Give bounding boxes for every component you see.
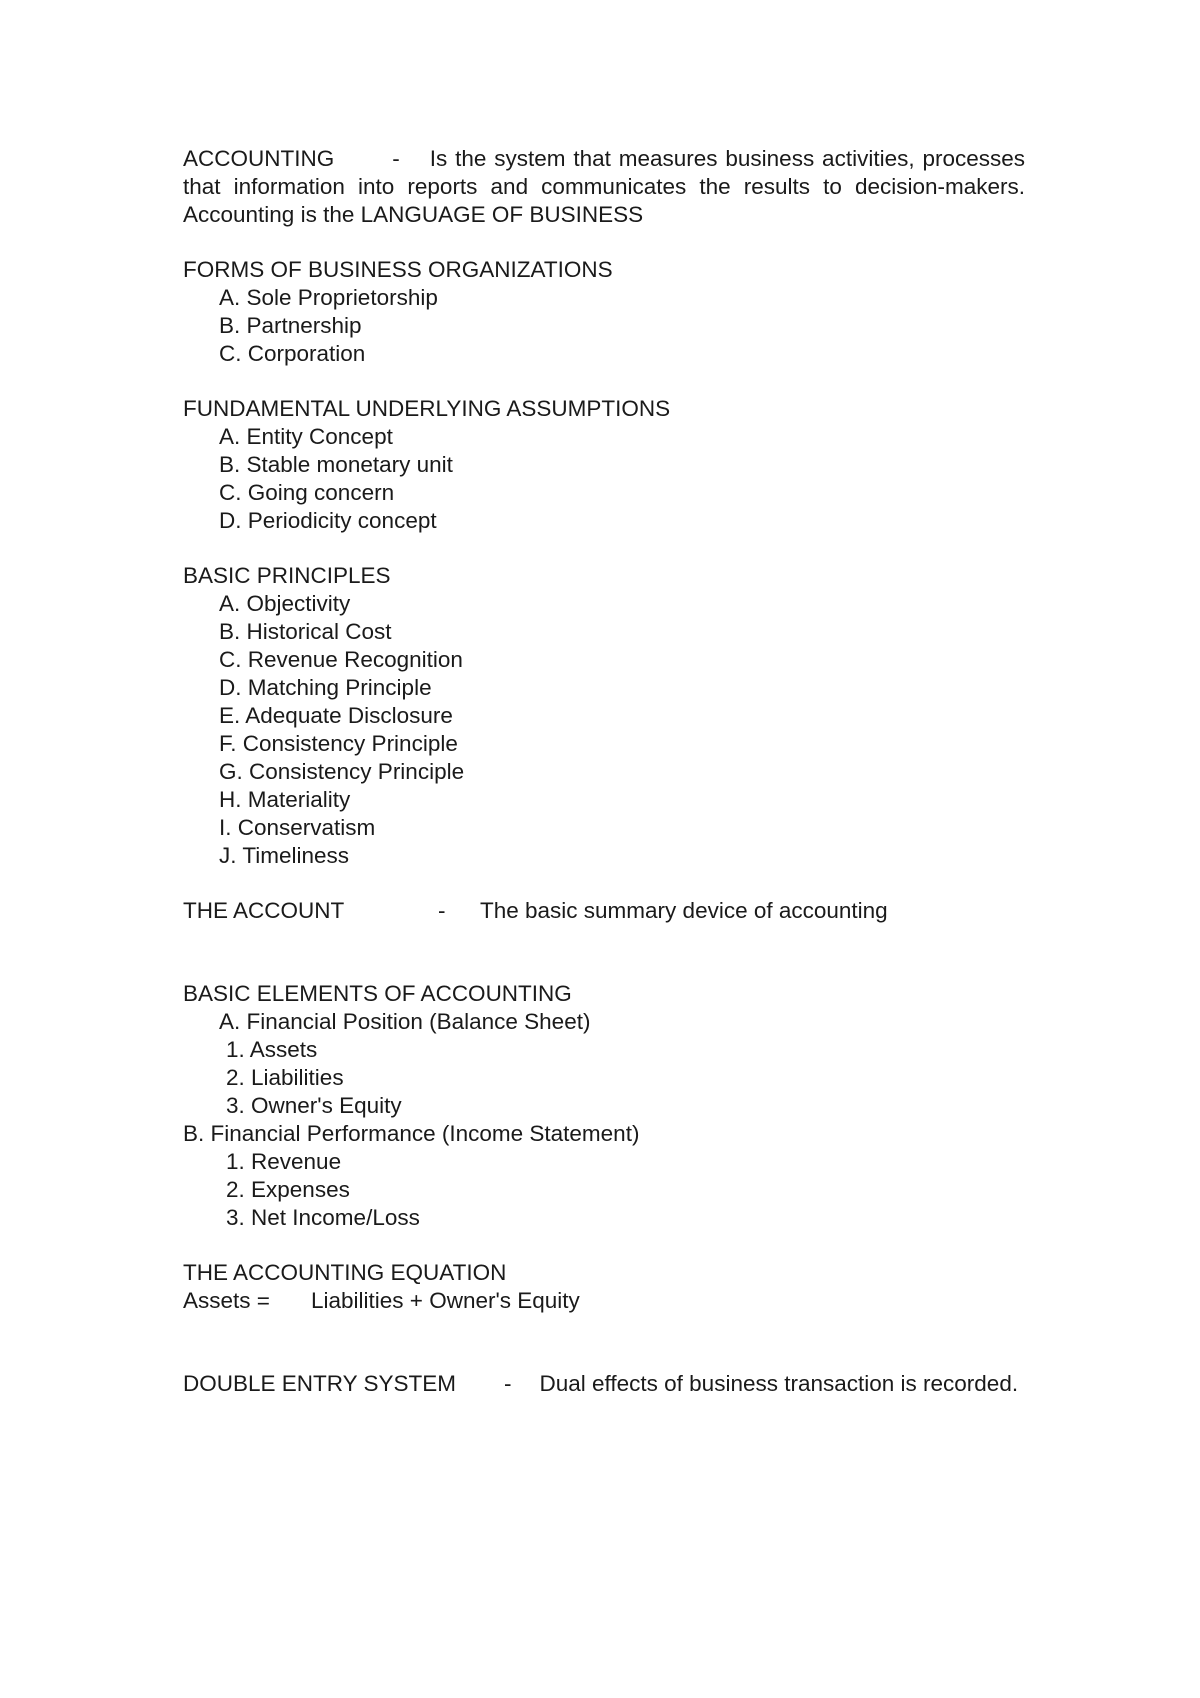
elements-group-a-item: 1. Assets — [226, 1037, 318, 1062]
assumptions-item: C. Going concern — [219, 480, 395, 505]
equation-rhs: Liabilities + Owner's Equity — [311, 1288, 580, 1313]
assumptions-heading: FUNDAMENTAL UNDERLYING ASSUMPTIONS — [183, 396, 671, 421]
accounting-definition — [183, 145, 1025, 229]
principles-item: A. Objectivity — [219, 591, 351, 616]
accounting-dash: - — [392, 146, 400, 171]
principles-item: G. Consistency Principle — [219, 759, 465, 784]
principles-item: C. Revenue Recognition — [219, 647, 463, 672]
elements-heading: BASIC ELEMENTS OF ACCOUNTING — [183, 981, 572, 1006]
accounting-term: ACCOUNTING — [183, 146, 335, 171]
elements-group-b-item: 3. Net Income/Loss — [226, 1205, 420, 1230]
double-entry-definition-text: Dual effects of business transaction is recorded. — [539, 1371, 1019, 1396]
double-entry-term: DOUBLE ENTRY SYSTEM — [183, 1371, 456, 1396]
elements-group-a-item: 2. Liabilities — [226, 1065, 344, 1090]
forms-heading: FORMS OF BUSINESS ORGANIZATIONS — [183, 257, 613, 282]
assumptions-item: A. Entity Concept — [219, 424, 393, 449]
double-entry-definition — [183, 1370, 1025, 1398]
account-definition-text: The basic summary device of accounting — [480, 898, 888, 923]
account-definition — [183, 897, 1025, 925]
assumptions-item: B. Stable monetary unit — [219, 452, 453, 477]
elements-group-a-title: A. Financial Position (Balance Sheet) — [219, 1009, 591, 1034]
account-dash: - — [438, 898, 446, 923]
principles-heading: BASIC PRINCIPLES — [183, 563, 391, 588]
forms-item: B. Partnership — [219, 313, 362, 338]
equation-lhs: Assets = — [183, 1288, 270, 1313]
elements-group-b-title: B. Financial Performance (Income Statement) — [183, 1121, 640, 1146]
elements-group-a-item: 3. Owner's Equity — [226, 1093, 402, 1118]
document-body — [183, 145, 1025, 1398]
forms-item: C. Corporation — [219, 341, 366, 366]
forms-item: A. Sole Proprietorship — [219, 285, 438, 310]
principles-item: F. Consistency Principle — [219, 731, 458, 756]
accounting-equation — [183, 1287, 1025, 1315]
principles-item: B. Historical Cost — [219, 619, 392, 644]
elements-group-b-item: 1. Revenue — [226, 1149, 342, 1174]
principles-item: D. Matching Principle — [219, 675, 432, 700]
equation-heading: THE ACCOUNTING EQUATION — [183, 1260, 507, 1285]
double-entry-dash: - — [504, 1371, 512, 1396]
principles-item: J. Timeliness — [219, 843, 350, 868]
assumptions-item: D. Periodicity concept — [219, 508, 437, 533]
accounting-definition-text: Is the system that measures business activities, processes that information into reports and communicates the results to decision-makers. Accounting is the LANGUAGE OF BUSINESS — [183, 146, 1025, 227]
account-term: THE ACCOUNT — [183, 898, 345, 923]
principles-item: H. Materiality — [219, 787, 351, 812]
elements-group-b-item: 2. Expenses — [226, 1177, 350, 1202]
principles-item: I. Conservatism — [219, 815, 376, 840]
principles-item: E. Adequate Disclosure — [219, 703, 453, 728]
